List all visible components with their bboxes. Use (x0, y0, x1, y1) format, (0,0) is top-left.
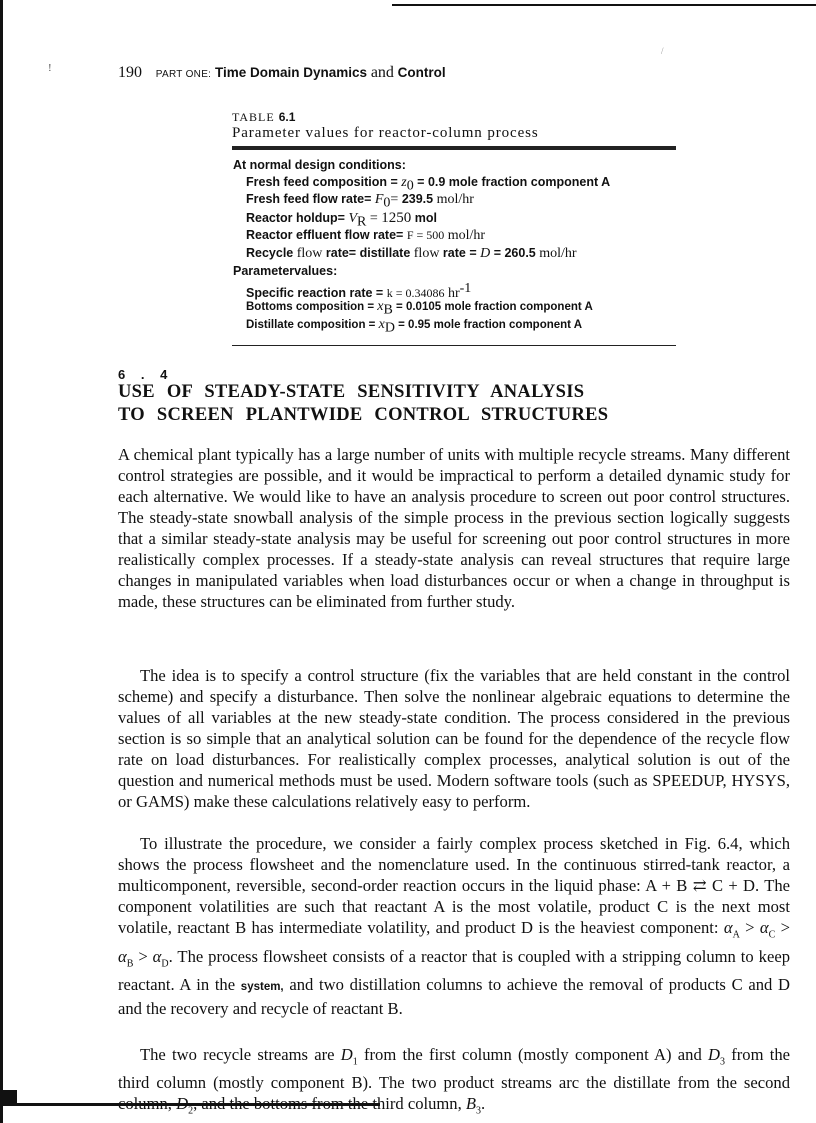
table-caption: Parameter values for reactor-column process (232, 125, 539, 141)
body-paragraph-1: A chemical plant typically has a large number of units with multiple recycle streams. Many different control strategies are possible, and it would be impractical to perform a detailed dynamic study for each alternative. We would like to have an analysis procedure to screen out poor control structures. The steady-state snowball analysis of the simple process in the previous section logically suggests that a similar steady-state analysis may be useful for screening out poor control structures in more realistically complex processes. If a steady-state analysis can reveal structures that require large changes in manipulated variables when load disturbances occur or when a change in throughput is made, these structures can be eliminated from further study. (118, 445, 790, 612)
section-title-line-1: USE OF STEADY-STATE SENSITIVITY ANALYSIS (118, 382, 585, 402)
margin-mark: / (661, 46, 664, 56)
header-title-start: Time Domain Dynamics (215, 65, 368, 80)
margin-tick: ! (48, 62, 52, 74)
running-header (118, 64, 446, 82)
table-number: 6.1 (278, 110, 296, 124)
table-row: Bottoms composition = $x_B = 0.0105$ mole fraction component A (246, 299, 593, 318)
table-row: Parametervalues: (233, 264, 338, 278)
page-number: 190 (118, 64, 142, 81)
body-paragraph-2: The idea is to specify a control structure (fix the variables that are held constant in the control scheme) and specify a disturbance. Then solve the nonlinear algebraic equations to determine the values of all variables at the new steady-state condition. The process considered in the previous section is so simple that an analytical solution can be found for the dependence of the recycle flow rate on load disturbances. For realistically complex processes, analytical solution is out of the question and numerical methods must be used. Modern software tools (such as SPEEDUP, HYSYS, or GAMS) make these calculations relatively easy to perform. (118, 666, 790, 812)
part-label: PART ONE: (155, 69, 212, 80)
table-bottom-rule (232, 345, 676, 346)
header-title-end: Control (397, 65, 446, 80)
table-row: Reactor holdup= $V_R = 1250$ mol (246, 210, 437, 230)
table-top-rule (232, 146, 676, 150)
bottom-corner-mark (3, 1090, 17, 1106)
left-page-edge (0, 0, 3, 1123)
body-paragraph-3: To illustrate the procedure, we consider a fairly complex process sketched in Fig. 6.4, which shows the process flowsheet and the nomenclature used. In the continuous stirred-tank reactor, a multicomponent, reversible, second-order reaction occurs in the liquid phase: A + B ⇄ C + D. The component volatilities are such that reactant A is the most volatile, product C is the next most volatile, reactant B has intermediate volatility, and product D is the heaviest component: $\alpha_A > \alpha_C > \alpha_B > \alpha_D$. The process flowsheet consists of a reactor that is coupled with a stripping column to keep reactant. A in the system, and two distillation columns to achieve the removal of products C and D and the recovery and recycle of reactant B. (118, 834, 791, 1018)
top-rule (392, 4, 816, 6)
table-row: Reactor effluent flow rate= F = 500 mol/hr (246, 228, 486, 243)
table-label: TABLE 6.1 (232, 110, 296, 124)
table-row: Fresh feed flow rate= $F_0= 239.5$ mol/hr (246, 192, 474, 211)
table-row: Specific reaction rate = k = 0.34086 $hr^{-1}$ (246, 281, 472, 302)
section-title-line-2: TO SCREEN PLANTWIDE CONTROL STRUCTURES (118, 405, 609, 425)
table-row: Distillate composition = $x_D = 0.95$ mole fraction component A (246, 317, 583, 336)
table-row: Fresh feed composition = $z_0 = 0.9$ mole fraction component A (246, 175, 611, 194)
body-paragraph-4: The two recycle streams are $D_1$ from the first column (mostly component A) and $D_3$ from the third column (mostly component B). The two product streams arc the distillate from the second column, $D_2$, and the bottoms from the third column, $B_3$. (118, 1045, 791, 1117)
table-row: At normal design conditions: (233, 158, 406, 172)
header-title-and: and (370, 64, 394, 81)
table-row: Recycle flow rate= distillate flow rate = D = 260.5 mol/hr (246, 246, 577, 261)
section-number: 6 . 4 (118, 367, 174, 382)
